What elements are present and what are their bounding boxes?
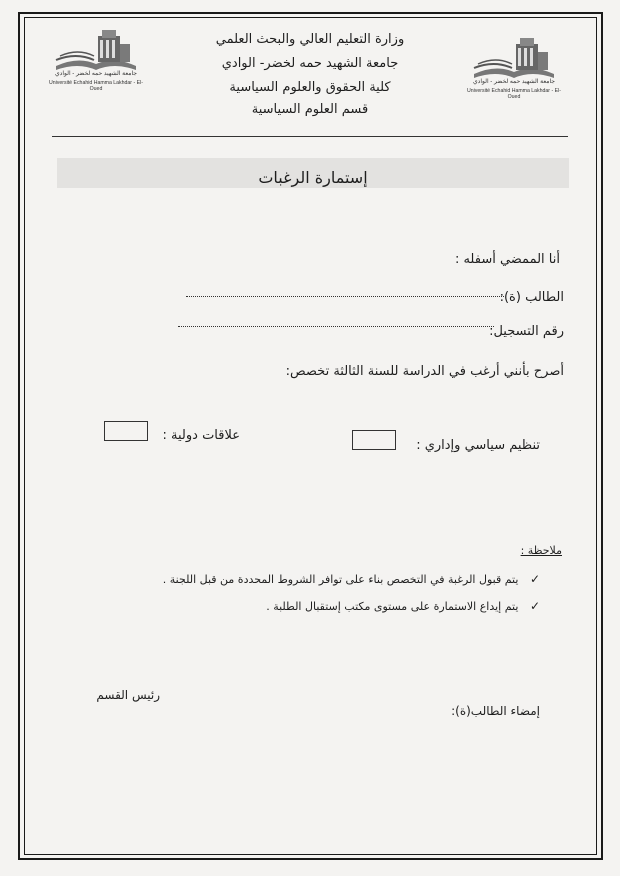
checkmark-icon: ✓ xyxy=(529,572,540,586)
form-title: إستمارة الرغبات xyxy=(258,168,368,187)
university-name: جامعة الشهيد حمه لخضر- الوادي xyxy=(221,56,399,71)
registration-number-field[interactable] xyxy=(178,326,494,327)
university-logo-right xyxy=(466,34,562,104)
note-item-text: يتم قبول الرغبة في التخصص بناء على توافر الشروط المحددة من قبل اللجنة . xyxy=(162,573,519,586)
logo-caption-arabic: جامعة الشهيد حمه لخضر - الوادي xyxy=(472,79,555,85)
note-item-text: يتم إيداع الاستمارة على مستوى مكتب إستقبال الطلبة . xyxy=(266,600,519,613)
option-international-relations-checkbox[interactable] xyxy=(104,421,148,441)
ministry-name: وزارة التعليم العالي والبحث العلمي xyxy=(215,32,405,47)
student-name-field[interactable] xyxy=(186,296,504,297)
logo-caption-arabic: جامعة الشهيد حمه لخضر - الوادي xyxy=(54,71,137,77)
signatory-intro: أنا الممضي أسفله : xyxy=(454,252,560,267)
student-signature-label: إمضاء الطالب(ة): xyxy=(451,704,540,718)
university-logo-left xyxy=(48,26,144,96)
logo-caption-french: Université Echahid Hamma Lakhdar - El-Oued xyxy=(49,80,143,92)
declaration-text: أصرح بأنني أرغب في الدراسة للسنة الثالثة تخصص: xyxy=(285,364,564,379)
header-divider xyxy=(52,136,568,137)
option-political-organization-checkbox[interactable] xyxy=(352,430,396,450)
option-international-relations-label: علاقات دولية : xyxy=(162,428,240,443)
registration-number-label: رقم التسجيل: xyxy=(489,324,564,339)
university-logo-icon xyxy=(466,34,562,80)
department-name: قسم العلوم السياسية xyxy=(251,102,369,117)
note-item-2 xyxy=(266,599,540,613)
faculty-name: كلية الحقوق والعلوم السياسية xyxy=(229,80,391,95)
notes-heading: ملاحظة : xyxy=(520,544,562,557)
note-item-1 xyxy=(163,572,540,586)
department-head-label: رئيس القسم xyxy=(96,688,160,702)
logo-caption-french: Université Echahid Hamma Lakhdar - El-Oued xyxy=(467,88,561,100)
option-political-organization-label: تنظيم سياسي وإداري : xyxy=(416,438,540,453)
student-name-label: الطالب (ة): xyxy=(499,290,564,305)
university-logo-icon xyxy=(48,26,144,72)
checkmark-icon: ✓ xyxy=(529,599,540,613)
